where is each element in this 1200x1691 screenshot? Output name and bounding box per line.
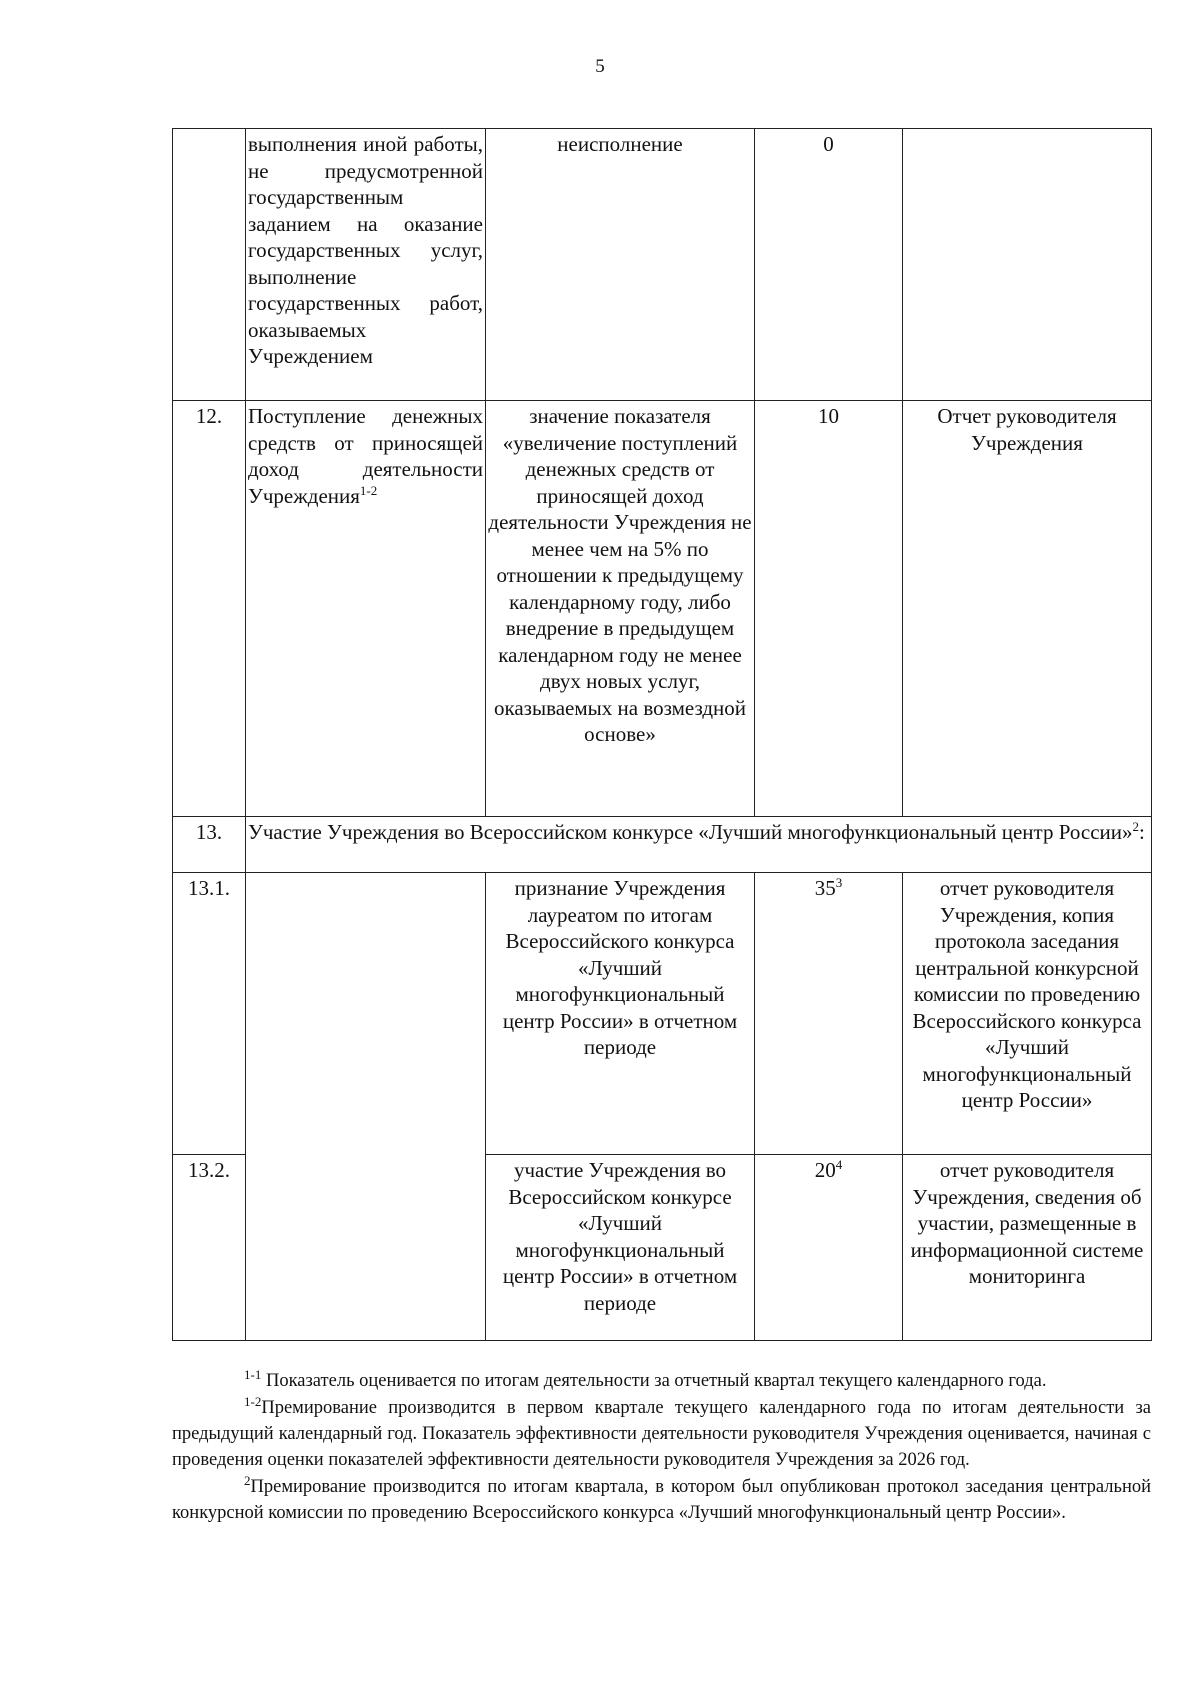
points-value: 20 <box>814 1158 836 1182</box>
indicator-source: отчет руководителя Учреждения, сведения об участии, размещенные в информационной системе мониторинга <box>903 1155 1152 1341</box>
description-text: Поступление денежных средств от приносящей доход деятельности Учреждения <box>248 404 483 508</box>
table-row <box>173 873 1152 1155</box>
indicator-criterion: значение показателя «увеличение поступлений денежных средств от приносящей доход деятельности Учреждения не менее чем на 5% по отношении к предыдущему календарному году, либо внедрение в предыдущем календарном году не менее двух новых услуг, оказываемых на возмездной основе» <box>486 401 755 817</box>
footnote-ref: 2 <box>1132 819 1140 834</box>
footnote-text: Премирование производится по итогам квартала, в котором был опубликован протокол заседания центральной конкурсной комиссии по проведению Всероссийского конкурса «Лучший многофункциональный центр России». <box>172 1477 1151 1523</box>
indicator-description <box>246 401 486 817</box>
footnote-ref: 4 <box>835 1157 843 1172</box>
footnote-mark: 1-2 <box>244 1393 262 1409</box>
indicator-criterion: неисполнение <box>486 129 755 401</box>
points-value: 35 <box>814 876 836 900</box>
indicator-description <box>246 817 1152 873</box>
footnote <box>172 1474 1151 1526</box>
indicator-description: выполнения иной работы, не предусмотренной государственным заданием на оказание государственных услуг, выполнение государственных работ, оказываемых Учреждением <box>246 129 486 401</box>
indicator-points: 0 <box>755 129 903 401</box>
footnote <box>172 1368 1151 1394</box>
footnotes <box>172 1368 1151 1527</box>
indicator-source: Отчет руководителя Учреждения <box>903 401 1152 817</box>
indicator-criterion: участие Учреждения во Всероссийском конкурсе «Лучший многофункциональный центр России» в отчетном периоде <box>486 1155 755 1341</box>
indicators-table <box>172 128 1152 1341</box>
row-number: 13.1. <box>173 873 246 1155</box>
description-tail: : <box>1139 820 1145 844</box>
footnote-mark: 1-1 <box>244 1366 262 1382</box>
row-number: 13.2. <box>173 1155 246 1341</box>
indicator-points <box>755 873 903 1155</box>
indicator-source <box>903 129 1152 401</box>
footnote-text: Показатель оценивается по итогам деятельности за отчетный квартал текущего календарного года. <box>261 1371 1047 1391</box>
footnote-ref: 1-2 <box>359 482 378 498</box>
table-row <box>173 817 1152 873</box>
row-number: 13. <box>173 817 246 873</box>
footnote <box>172 1395 1151 1473</box>
indicator-criterion: признание Учреждения лауреатом по итогам Всероссийского конкурса «Лучший многофункциональный центр России» в отчетном периоде <box>486 873 755 1155</box>
description-text: Участие Учреждения во Всероссийском конкурсе «Лучший многофункциональный центр России» <box>248 820 1133 844</box>
footnote-mark: 2 <box>244 1472 251 1488</box>
row-number: 12. <box>173 401 246 817</box>
footnote-text: Премирование производится в первом квартале текущего календарного года по итогам деятельности за предыдущий календарный год. Показатель эффективности деятельности руководителя Учреждения оценивается, начиная с проведения оценки показателей эффективности деятельности руководителя Учреждения за 2026 год. <box>172 1398 1151 1470</box>
footnote-ref: 3 <box>835 875 843 890</box>
page-number: 5 <box>595 56 605 77</box>
indicator-description <box>246 873 486 1341</box>
row-number-cell <box>173 129 246 401</box>
indicator-points: 10 <box>755 401 903 817</box>
indicator-source: отчет руководителя Учреждения, копия протокола заседания центральной конкурсной комиссии по проведению Всероссийского конкурса «Лучший многофункциональный центр России» <box>903 873 1152 1155</box>
indicator-points <box>755 1155 903 1341</box>
table-row <box>173 129 1152 401</box>
table-row <box>173 401 1152 817</box>
